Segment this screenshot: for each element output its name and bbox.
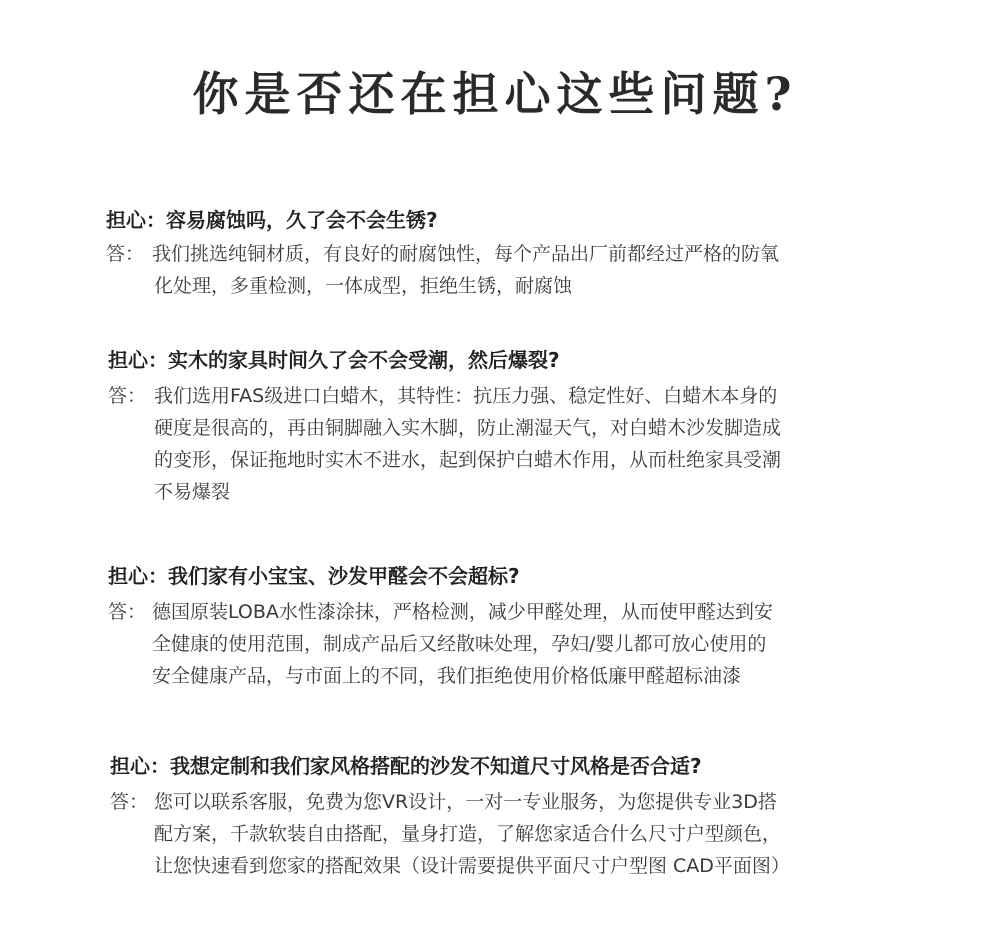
answer-prefix: 答： [110, 791, 149, 813]
answer-prefix: 答： [108, 601, 147, 623]
answer-line: 化处理，多重检测，一体成型，拒绝生锈，耐腐蚀 [154, 275, 573, 297]
answer-line: 我们选用FAS级进口白蜡木，其特性：抗压力强、稳定性好、白蜡木本身的 [154, 385, 778, 407]
faq-answer-4 [110, 786, 960, 882]
answer-line: 安全健康产品，与市面上的不同，我们拒绝使用价格低廉甲醛超标油漆 [152, 665, 742, 687]
answer-line: 的变形，保证拖地时实木不进水，起到保护白蜡木作用，从而杜绝家具受潮 [154, 449, 782, 471]
faq-answer-2 [108, 380, 948, 508]
faq-answer-1 [106, 238, 946, 302]
answer-line: 硬度是很高的，再由铜脚融入实木脚，防止潮湿天气，对白蜡木沙发脚造成 [154, 417, 782, 439]
page-title: 你是否还在担心这些问题? [192, 67, 798, 121]
faq-question-4: 担心：我想定制和我们家风格搭配的沙发不知道尺寸风格是否合适? [110, 754, 702, 778]
answer-line: 全健康的使用范围，制成产品后又经散味处理，孕妇/婴儿都可放心使用的 [152, 633, 767, 655]
faq-question-1: 担心：容易腐蚀吗，久了会不会生锈? [106, 208, 438, 232]
answer-line: 我们挑选纯铜材质，有良好的耐腐蚀性，每个产品出厂前都经过严格的防氧 [152, 243, 780, 265]
answer-prefix: 答： [108, 385, 147, 407]
answer-line: 让您快速看到您家的搭配效果（设计需要提供平面尺寸户型图 CAD平面图） [154, 855, 790, 877]
faq-question-2: 担心：实木的家具时间久了会不会受潮，然后爆裂? [108, 348, 560, 372]
faq-question-3: 担心：我们家有小宝宝、沙发甲醛会不会超标? [108, 564, 520, 588]
answer-line: 配方案，千款软装自由搭配，量身打造，了解您家适合什么尺寸户型颜色， [154, 823, 782, 845]
answer-line: 德国原装LOBA水性漆涂抹，严格检测，减少甲醛处理，从而使甲醛达到安 [152, 601, 773, 623]
faq-answer-3 [108, 596, 948, 692]
answer-line: 不易爆裂 [154, 481, 231, 503]
answer-line: 您可以联系客服，免费为您VR设计，一对一专业服务，为您提供专业3D搭 [154, 791, 777, 813]
answer-prefix: 答： [106, 243, 145, 265]
